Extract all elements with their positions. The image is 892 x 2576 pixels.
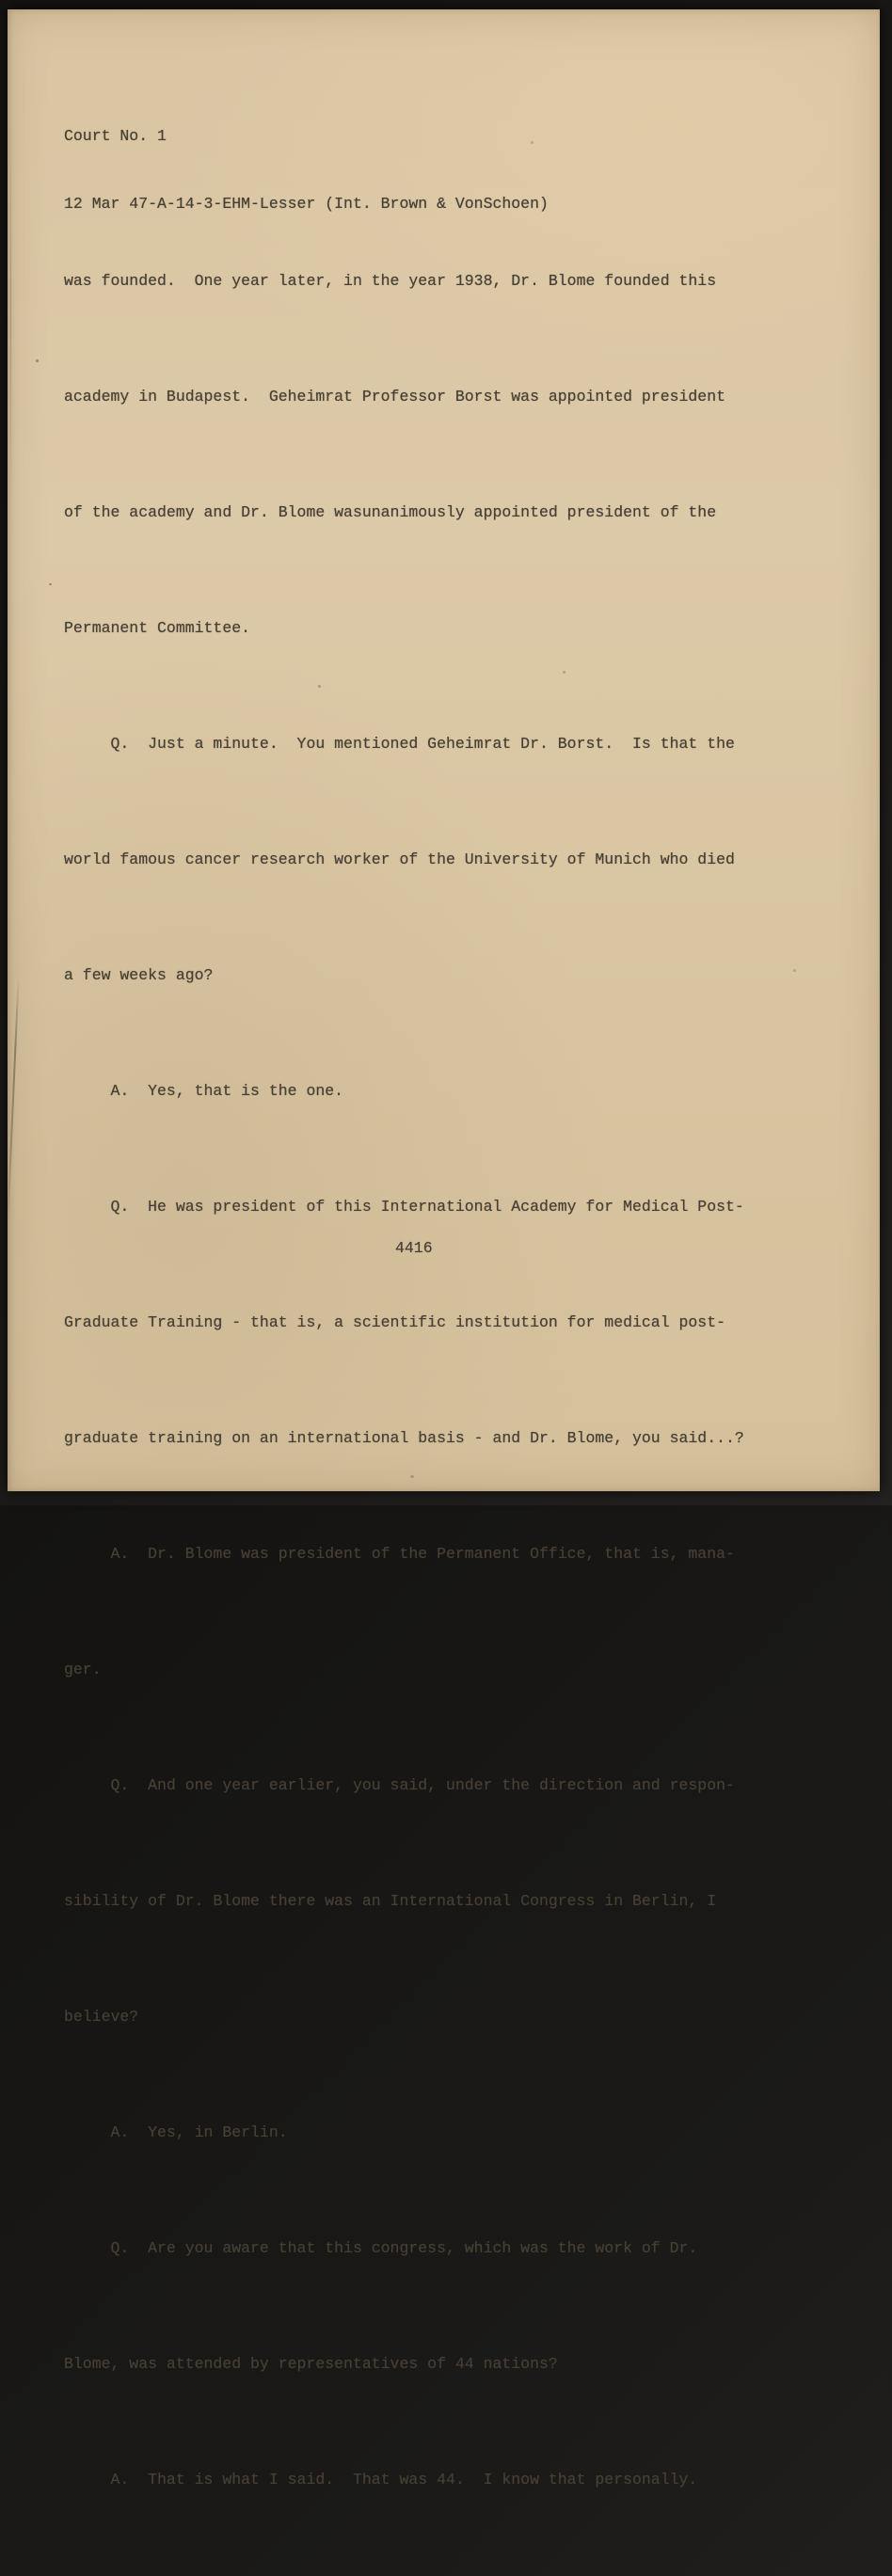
transcript-line: ger. bbox=[64, 1661, 102, 1678]
paper-speck bbox=[410, 1475, 414, 1478]
transcript-line: sibility of Dr. Blome there was an International Congress in Berlin, I bbox=[64, 1892, 717, 1910]
paper-speck bbox=[793, 969, 796, 972]
transcript-line: of the academy and Dr. Blome wasunanimously appointed president of the bbox=[64, 503, 717, 521]
transcript-line: graduate training on an international basis - and Dr. Blome, you said...? bbox=[64, 1429, 744, 1447]
transcript-line: Graduate Training - that is, a scientific institution for medical post- bbox=[64, 1313, 726, 1331]
document-page bbox=[8, 9, 880, 2489]
transcript-line: A. That is what I said. That was 44. I know that personally. bbox=[64, 2471, 698, 2489]
transcript-line: Q. Just a minute. You mentioned Geheimrat Dr. Borst. Is that the bbox=[64, 735, 735, 753]
paper-speck bbox=[36, 359, 39, 362]
transcript-line: was founded. One year later, in the year 1938, Dr. Blome founded this bbox=[64, 272, 717, 290]
transcript-line: Blome, was attended by representatives of 44 nations? bbox=[64, 2355, 558, 2373]
transcript-line: A. Yes, that is the one. bbox=[64, 1082, 344, 1100]
transcript-body bbox=[64, 184, 744, 2576]
transcript-line: academy in Budapest. Geheimrat Professor Borst was appointed president bbox=[64, 388, 726, 405]
session-reference-line: 12 Mar 47-A-14-3-EHM-Lesser (Int. Brown & VonSchoen) bbox=[64, 195, 549, 213]
transcript-line: Q. He was president of this International Academy for Medical Post- bbox=[64, 1198, 744, 1216]
paper-edge-crease bbox=[10, 122, 11, 499]
transcript-line: a few weeks ago? bbox=[64, 966, 214, 984]
paper-speck bbox=[318, 685, 321, 688]
transcript-line: believe? bbox=[64, 2008, 139, 2026]
paper-speck bbox=[531, 141, 534, 144]
paper-speck bbox=[563, 671, 565, 674]
paper-speck bbox=[49, 583, 52, 585]
transcript-line: A. Yes, in Berlin. bbox=[64, 2123, 288, 2141]
court-number-line: Court No. 1 bbox=[64, 127, 167, 145]
transcript-line: Q. Are you aware that this congress, which was the work of Dr. bbox=[64, 2239, 698, 2257]
transcript-line: Permanent Committee. bbox=[64, 619, 251, 637]
transcript-line: world famous cancer research worker of the University of Munich who died bbox=[64, 851, 735, 868]
paper-crease bbox=[7, 974, 19, 1223]
page-number: 4416 bbox=[395, 1239, 433, 1257]
transcript-line: A. Dr. Blome was president of the Permanent Office, that is, mana- bbox=[64, 1545, 735, 1563]
transcript-line: Q. And one year earlier, you said, under the direction and respon- bbox=[64, 1776, 735, 1794]
